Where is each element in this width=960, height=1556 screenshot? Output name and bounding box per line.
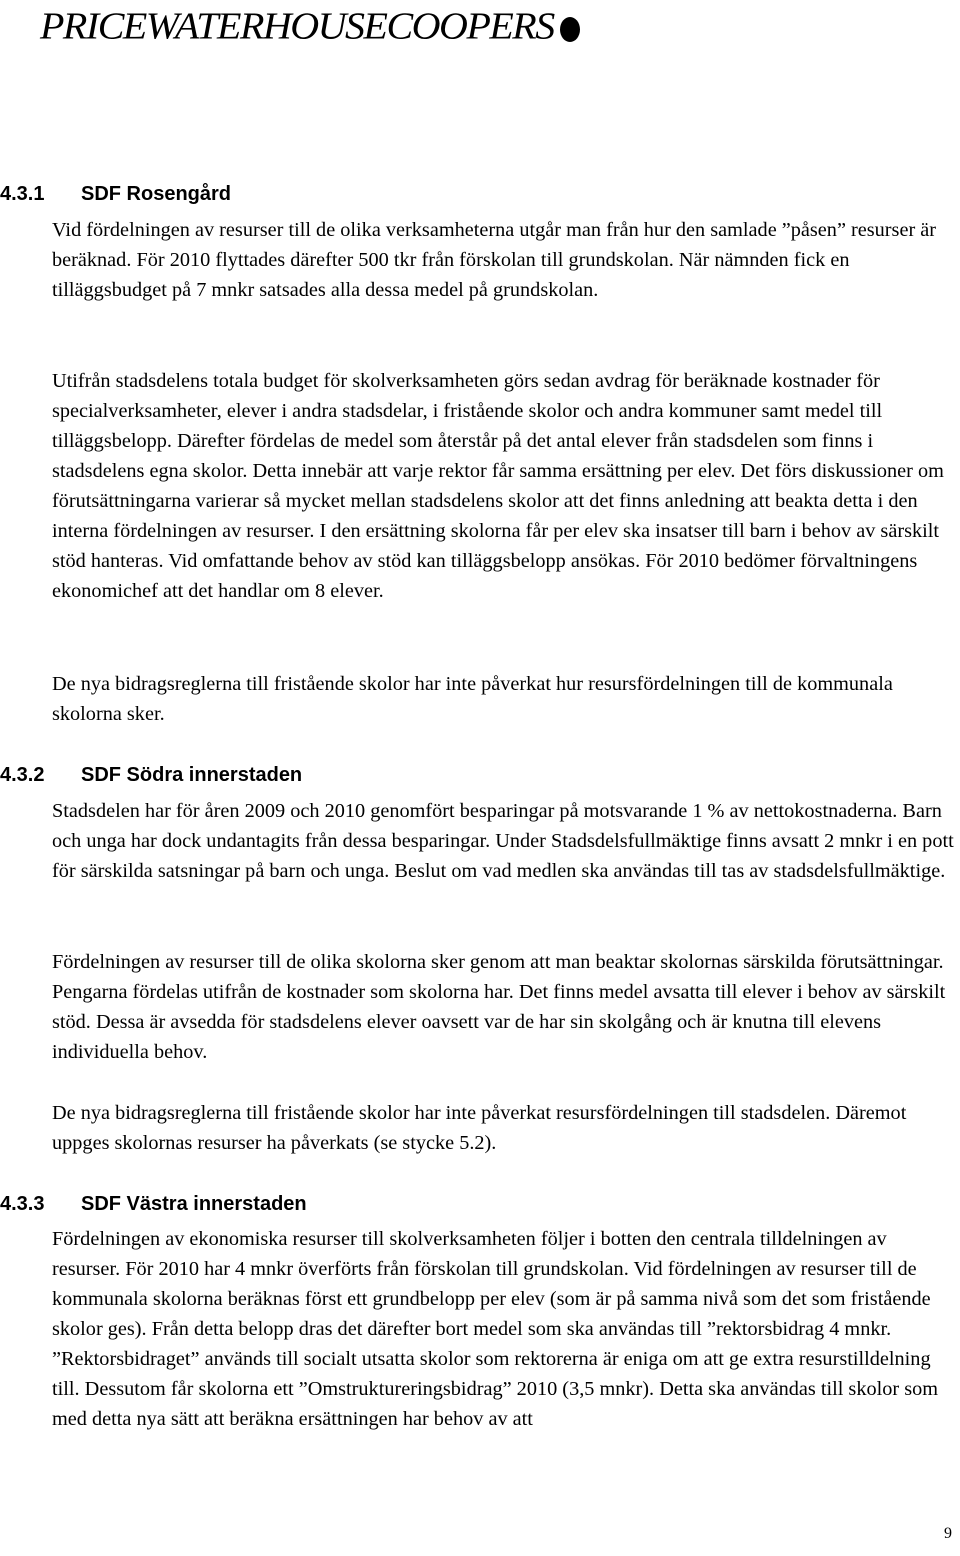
section-number: 4.3.3 — [0, 1193, 45, 1215]
paragraph: Fördelningen av ekonomiska resurser till skolverksamheten följer i botten den centrala tilldelningen av resurser. För 2010 har 4 mnkr överförts från förskolan till grundskolan. Vid fördelningen av resurser till de kommunala skolorna beräknas först ett grundbelopp per elev (som är på samma nivå som det som fristående skolor ges). Från detta belopp dras det därefter bort medel som ska användas till ”rektorsbidrag 4 mnkr. ”Rektorsbidraget” används till socialt utsatta skolor som rektorerna är eniga om att ge extra resurstilldelning till. Dessutom får skolorna ett ”Omstruktureringsbidrag” 2010 (3,5 mnkr). Detta ska användas till skolor som med detta nya sätt att beräkna ersättningen har behov av att — [52, 1228, 939, 1430]
logo-wordmark: PRICEWATERHOUSECOOPERS — [40, 4, 554, 47]
section-number: 4.3.1 — [0, 183, 45, 205]
paragraph: Vid fördelningen av resurser till de olika verksamheterna utgår man från hur den samlade ”påsen” resurser är beräknad. För 2010 flyttades därefter 500 tkr från förskolan till grundskolan. När nämnden fick en tilläggsbudget på 7 mnkr satsades alla dessa medel på grundskolan. — [52, 219, 937, 301]
section-title: SDF Södra innerstaden — [81, 764, 303, 786]
company-logo — [40, 0, 580, 52]
paragraph: De nya bidragsreglerna till fristående skolor har inte påverkat hur resursfördelningen till de kommunala skolorna sker. — [52, 673, 893, 725]
paragraph: Utifrån stadsdelens totala budget för skolverksamheten görs sedan avdrag för beräknade kostnader för specialverksamheter, elever i andra stadsdelar, i fristående skolor och andra kommuner samt medel till tilläggsbelopp. Därefter fördelas de medel som återstår på det antal elever från stadsdelen som finns i stadsdelens egna skolor. Detta innebär att varje rektor får samma ersättning per elev. Det förs diskussioner om förutsättningarna varierar så mycket mellan stadsdelens skolor att det finns anledning att beakta detta i den interna fördelningen av resurser. I den ersättning skolorna får per elev ska insatser till barn i behov av särskilt stöd hanteras. Vid omfattande behov av stöd kan tilläggsbelopp ansökas. För 2010 bedömer förvaltningens ekonomichef att det handlar om 8 elever. — [52, 370, 944, 602]
section-title: SDF Rosengård — [81, 183, 232, 205]
page-number: 9 — [944, 1525, 952, 1542]
paragraph: De nya bidragsreglerna till fristående skolor har inte påverkat resursfördelningen till stadsdelen. Däremot uppges skolornas resurser ha påverkats (se stycke 5.2). — [52, 1102, 907, 1154]
paragraph: Fördelningen av resurser till de olika skolorna sker genom att man beaktar skolornas särskilda förutsättningar. Pengarna fördelas utifrån de kostnader som skolorna har. Det finns medel avsatta till elever i behov av särskilt stöd. Dessa är avsedda för stadsdelens elever oavsett var de har sin skolgång och är knutna till elevens individuella behov. — [52, 951, 946, 1063]
section-title: SDF Västra innerstaden — [81, 1193, 307, 1215]
paragraph: Stadsdelen har för åren 2009 och 2010 genomfört besparingar på motsvarande 1 % av nettokostnaderna. Barn och unga har dock undantagits från dessa besparingar. Under Stadsdelsfullmäktige finns avsatt 2 mnkr i en pott för särskilda satsningar på barn och unga. Beslut om vad medlen ska användas till tas av stadsdelsfullmäktige. — [52, 800, 954, 882]
section-number: 4.3.2 — [0, 764, 45, 786]
logo-seal-icon — [560, 17, 580, 42]
